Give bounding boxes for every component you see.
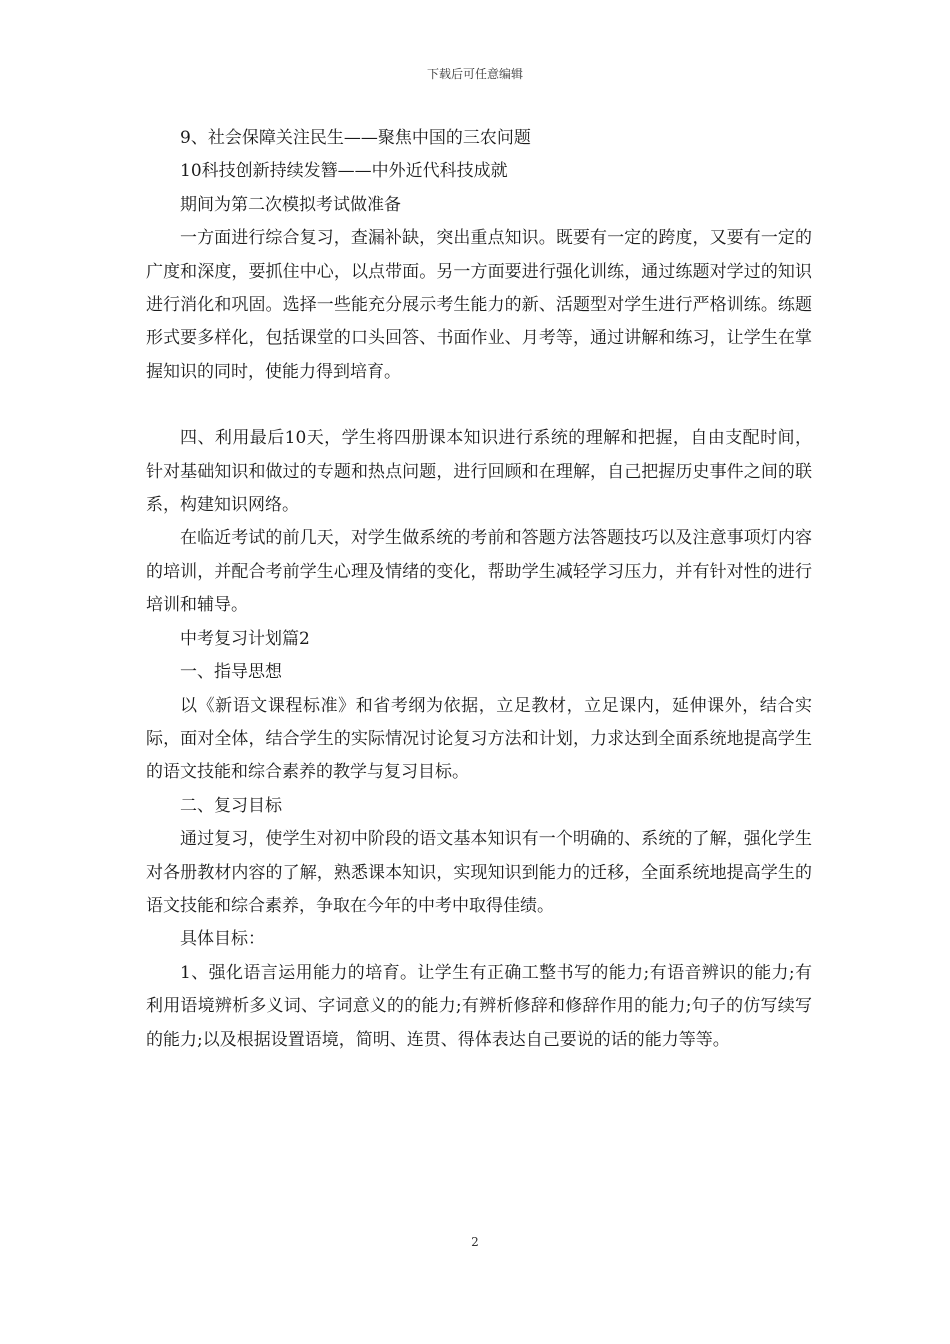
paragraph-preparation: 期间为第二次模拟考试做准备 — [180, 194, 401, 215]
section-title-plan-2: 中考复习计划篇2 — [180, 628, 310, 649]
paragraph-section-four: 四、利用最后10天，学生将四册课本知识进行系统的理解和把握，自由支配时间，针对基础知识和做过的专题和热点问题，进行回顾和在理解，自己把握历史事件之间的联系，构建知识网络。 — [146, 428, 812, 516]
list-item-9: 9、社会保障关注民生——聚焦中国的三农问题 — [180, 128, 531, 148]
page-header: 下载后可任意编辑 — [426, 67, 523, 81]
list-item-10: 10科技创新持续发簪——中外近代科技成就 — [180, 161, 508, 182]
page-number: 2 — [471, 1235, 479, 1249]
paragraph-language-ability: 1、强化语言运用能力的培育。让学生有正确工整书写的能力;有语音辨识的能力;有利用语境辨析多义词、字词意义的的能力;有辨析修辞和修辞作用的能力;句子的仿写续写的能力;以及根据设置语境，简明、连贯、得体表达自己要说的话的能力等等。 — [146, 962, 812, 1050]
heading-review-goals: 二、复习目标 — [180, 795, 282, 816]
heading-guiding-principle: 一、指导思想 — [180, 662, 282, 683]
paragraph-pre-exam: 在临近考试的前几天，对学生做系统的考前和答题方法答题技巧以及注意事项灯内容的培训，并配合考前学生心理及情绪的变化，帮助学生减轻学习压力，并有针对性的进行培训和辅导。 — [146, 528, 812, 616]
paragraph-guiding-principle: 以《新语文课程标准》和省考纲为依据，立足教材，立足课内，延伸课外，结合实际，面对全体，结合学生的实际情况讨论复习方法和计划，力求达到全面系统地提高学生的语文技能和综合素养的教学与复习目标。 — [146, 695, 812, 783]
paragraph-gap — [146, 389, 812, 422]
document-body — [146, 122, 812, 1057]
paragraph-review-goals: 通过复习，使学生对初中阶段的语文基本知识有一个明确的、系统的了解，强化学生对各册教材内容的了解，熟悉课本知识，实现知识到能力的迁移，全面系统地提高学生的语文技能和综合素养，争取在今年的中考中取得佳绩。 — [146, 829, 812, 916]
heading-specific-goals: 具体目标： — [180, 929, 265, 950]
paragraph-review: 一方面进行综合复习，查漏补缺，突出重点知识。既要有一定的跨度，又要有一定的广度和深度，要抓住中心，以点带面。另一方面要进行强化训练，通过练题对学过的知识进行消化和巩固。选择一些能充分展示考生能力的新、活题型对学生进行严格训练。练题形式要多样化，包括课堂的口头回答、书面作业、月考等，通过讲解和练习，让学生在掌握知识的同时，使能力得到培育。 — [146, 228, 812, 382]
